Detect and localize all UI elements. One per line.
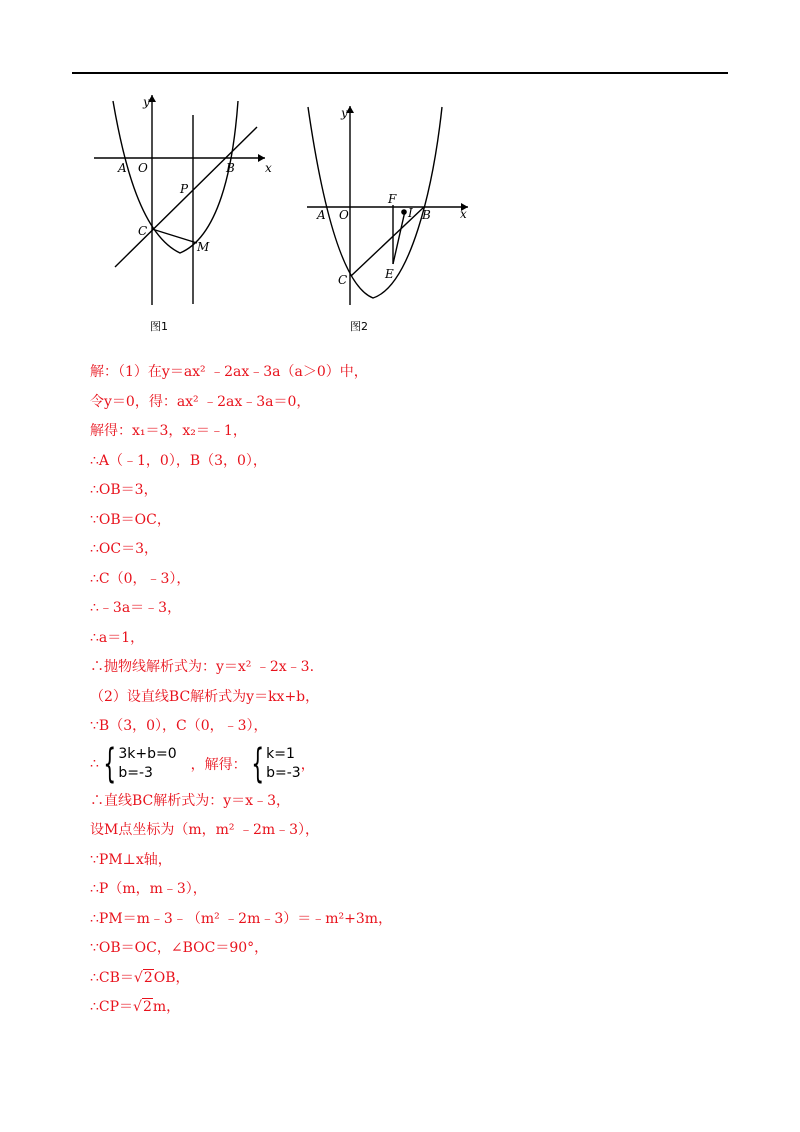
fig2-label-f: F xyxy=(388,192,397,206)
fig2-point-i xyxy=(401,209,407,215)
solution-line-2: 令y＝0，得：ax² ﹣2ax﹣3a＝0， xyxy=(90,393,311,410)
system-suffix: ， xyxy=(300,757,315,773)
line-22-suffix: m， xyxy=(152,999,181,1015)
solution-line-5: ∴OB＝3， xyxy=(90,482,158,498)
fig1-label-x: x xyxy=(265,161,272,175)
solution-line-16: 设M点坐标为（m，m² ﹣2m﹣3）， xyxy=(90,822,320,838)
equation-system-2 xyxy=(247,741,301,787)
solution-line-18: ∴P（m，m﹣3）， xyxy=(90,881,207,897)
fig2-label-b: B xyxy=(422,208,431,222)
solution-line-10: ∴a＝1， xyxy=(90,629,145,646)
fig1-label-o: O xyxy=(138,161,148,175)
fig2-label-o: O xyxy=(339,208,349,222)
line-22-prefix: ∴CP＝ xyxy=(90,999,134,1015)
fig1-x-arrow xyxy=(258,154,265,162)
fig2-label-y: y xyxy=(341,106,348,120)
solution-line-20: ∵OB＝OC，∠BOC＝90°， xyxy=(90,940,269,956)
solution-line-3: 解得：x₁＝3，x₂＝﹣1， xyxy=(90,423,247,439)
fig2-label-c: C xyxy=(338,273,348,287)
solution-line-15: ∴直线BC解析式为：y＝x﹣3， xyxy=(90,792,290,809)
system-1-eq-2: b=-3 xyxy=(118,765,153,781)
solution-line-17: ∵PM⊥x轴， xyxy=(90,851,172,868)
radical-sign: √ xyxy=(133,969,143,986)
fig1-label-b: B xyxy=(226,161,235,175)
brace-glyph: { xyxy=(103,741,117,787)
fig2-segment-ei xyxy=(393,211,405,264)
fig1-label-y: y xyxy=(143,95,150,109)
system-2-eq-2: b=-3 xyxy=(266,765,301,781)
solution-line-9: ∴﹣3a＝﹣3， xyxy=(90,600,182,616)
sqrt-2-cp xyxy=(133,993,153,1023)
solution-line-19: ∴PM＝m﹣3﹣（m² ﹣2m﹣3）＝﹣m²+3m， xyxy=(90,910,393,927)
system-prefix: ∴ xyxy=(90,756,99,772)
fig2-caption: 图2 xyxy=(350,320,368,333)
solution-line-22 xyxy=(90,993,730,1023)
figure-1 xyxy=(94,95,265,305)
system-mid-text: ，解得： xyxy=(190,757,247,773)
sqrt-2-cb xyxy=(134,964,154,994)
solution-line-12: （2）设直线BC解析式为y＝kx+b， xyxy=(90,688,320,705)
solution-line-1: 解：（1）在y＝ax² ﹣2ax﹣3a（a＞0）中， xyxy=(90,364,368,380)
line-21-prefix: ∴CB＝ xyxy=(90,969,134,986)
fig1-parabola xyxy=(113,101,238,253)
solution-line-13: ∵B（3，0），C（0，﹣3）， xyxy=(90,718,268,734)
radicand: 2 xyxy=(143,969,153,986)
solution-line-21 xyxy=(90,964,730,994)
system-1-eq-1: 3k+b=0 xyxy=(118,746,177,762)
fig2-label-e: E xyxy=(385,267,394,281)
fig2-label-x: x xyxy=(460,207,467,221)
fig1-label-a: A xyxy=(118,161,127,175)
solution-line-8: ∴C（0，﹣3）， xyxy=(90,570,191,587)
fig1-caption: 图1 xyxy=(150,320,168,333)
solution-line-4: ∴A（﹣1，0），B（3，0）， xyxy=(90,452,267,469)
system-2-eq-1: k=1 xyxy=(266,746,295,762)
fig1-label-p: P xyxy=(180,182,189,196)
solution-line-14-equation-system xyxy=(90,742,730,787)
solution-line-7: ∴OC＝3， xyxy=(90,541,159,557)
solution-line-6: ∵OB＝OC， xyxy=(90,511,171,528)
radical-sign: √ xyxy=(133,999,142,1015)
brace-glyph: { xyxy=(251,741,264,787)
fig1-label-m: M xyxy=(197,240,210,254)
radicand: 2 xyxy=(142,999,152,1015)
solution xyxy=(90,358,730,1023)
figures xyxy=(0,0,800,360)
line-21-suffix: OB， xyxy=(153,969,190,986)
fig1-line-bc xyxy=(115,127,257,267)
solution-line-11: ∴抛物线解析式为：y＝x² ﹣2x﹣3. xyxy=(90,659,315,675)
fig2-parabola xyxy=(308,107,442,298)
equation-system-1 xyxy=(99,741,177,787)
fig2-label-i: I xyxy=(408,206,413,220)
fig1-label-c: C xyxy=(138,224,148,238)
fig2-label-a: A xyxy=(317,208,326,222)
